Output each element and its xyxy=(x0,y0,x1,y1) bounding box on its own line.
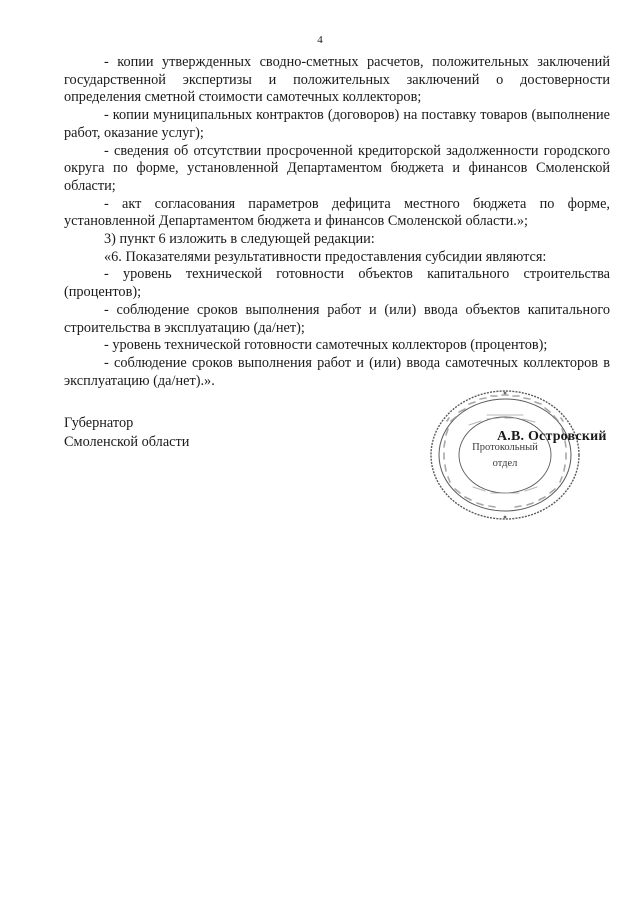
paragraph-6: «6. Показателями результативности предоставления субсидии являются: xyxy=(104,248,547,265)
paragraph-3: - сведения об отсутствии просроченной кредиторской задолженности городского округа по форме, установленной Департаментом бюджета и финансов Смоленской области; xyxy=(64,142,610,194)
page-number: 4 xyxy=(317,34,323,46)
signatory-name: А.В. Островский xyxy=(497,429,607,444)
paragraph-8: - соблюдение сроков выполнения работ и (или) ввода объектов капитального строительства в эксплуатацию (да/нет); xyxy=(64,301,610,336)
stamp-line-2: отдел xyxy=(492,458,518,469)
document-body xyxy=(64,54,610,390)
stamp-line-1: Протокольный xyxy=(472,442,538,453)
paragraph-2: - копии муниципальных контрактов (договоров) на поставку товаров (выполнение работ, оказание услуг); xyxy=(64,107,610,141)
paragraph-4: - акт согласования параметров дефицита местного бюджета по форме, установленной Департаментом бюджета и финансов Смоленской области.»; xyxy=(64,195,610,230)
paragraph-10: - соблюдение сроков выполнения работ и (или) ввода самотечных коллекторов в эксплуатацию (да/нет).». xyxy=(64,354,610,389)
paragraph-7: - уровень технической готовности объектов капитального строительства (процентов); xyxy=(64,266,610,301)
paragraph-5: 3) пункт 6 изложить в следующей редакции: xyxy=(104,231,375,248)
signatory-position xyxy=(64,414,189,452)
signatory-title: Губернатор xyxy=(64,415,134,431)
paragraph-9: - уровень технической готовности самотечных коллекторов (процентов); xyxy=(104,337,548,354)
signatory-region: Смоленской области xyxy=(64,434,190,450)
paragraph-1: - копии утвержденных сводно-сметных расчетов, положительных заключений государственной экспертизы и положительных заключений о достоверности определения сметной стоимости самотечных коллекторов; xyxy=(64,54,610,106)
